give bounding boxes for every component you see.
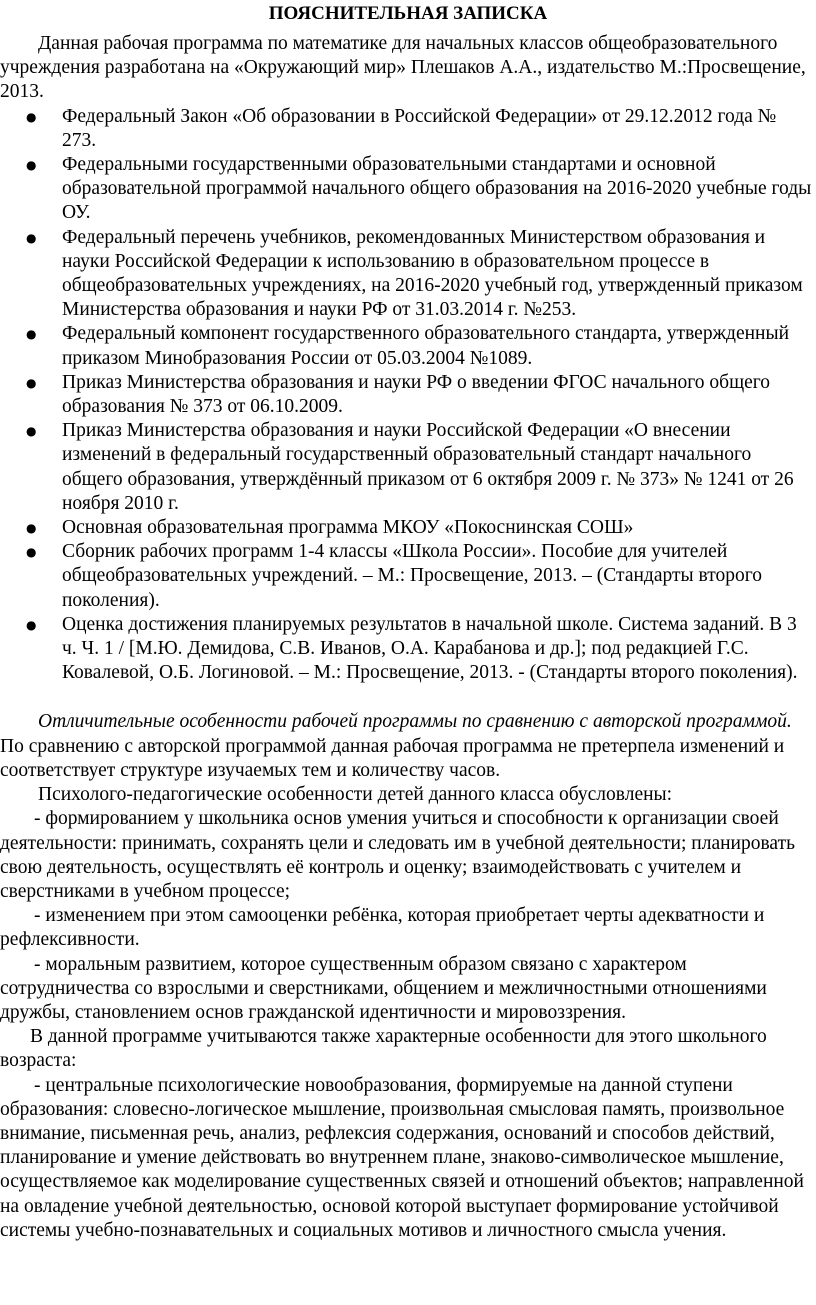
bullet-icon: ● <box>26 230 37 245</box>
age-intro: В данной программе учитываются также характерные особенности для этого школьного возраста: <box>0 1026 767 1072</box>
reference-list <box>0 105 816 686</box>
list-item-text: Федеральный компонент государственного образовательного стандарта, утвержденный приказом Минобразования России от 05.03.2004 №1089. <box>62 323 790 369</box>
list-item-text: Основная образовательная программа МКОУ «Покоснинская СОШ» <box>62 517 634 539</box>
list-item <box>26 226 812 323</box>
list-item <box>26 613 812 686</box>
bullet-icon: ● <box>26 545 37 560</box>
bullet-icon: ● <box>26 375 37 390</box>
list-item <box>26 371 812 419</box>
psych-item: - изменением при этом самооценки ребёнка, которая приобретает черты адекватности и рефлексивности. <box>0 905 765 951</box>
differences-heading: Отличительные особенности рабочей программы по сравнению с авторской программой. <box>38 711 792 733</box>
list-item-text: Приказ Министерства образования и науки Российской Федерации «О внесении изменений в федеральный государственный образовательный стандарт начального общего образования, утверждённый приказом от 6 октября 2009 г. № 373» № 1241 от 26 ноября 2010 г. <box>62 420 794 514</box>
differences-paragraph <box>0 710 816 783</box>
bullet-icon: ● <box>26 424 37 439</box>
list-item-text: Приказ Министерства образования и науки РФ о введении ФГОС начального общего образования № 373 от 06.10.2009. <box>62 371 771 418</box>
section-spacer <box>0 685 816 710</box>
list-item <box>26 322 812 370</box>
list-item-text: Федеральный Закон «Об образовании в Российской Федерации» от 29.12.2012 года № 273. <box>62 105 777 151</box>
list-item <box>26 105 812 153</box>
bullet-icon: ● <box>26 109 37 124</box>
list-item-text: Оценка достижения планируемых результатов в начальной школе. Система заданий. В 3 ч. Ч. 1 / [М.Ю. Демидова, С.В. Иванов, О.А. Карабанова и др.]; под редакцией Г.С. Ковалевой, О.Б. Логиновой. – М.: Просвещение, 2013. - (Стандарты второго поколения). <box>62 613 798 684</box>
bullet-icon: ● <box>26 327 37 342</box>
psych-intro: Психолого-педагогические особенности детей данного класса обусловлены: <box>38 784 673 806</box>
bullet-icon: ● <box>26 521 37 536</box>
differences-text: По сравнению с авторской программой данная рабочая программа не претерпела изменений и соответствует структуре изучаемых тем и количеству часов. <box>0 735 785 781</box>
list-item-text: Сборник рабочих программ 1-4 классы «Школа России». Пособие для учителей общеобразовательных учреждений. – М.: Просвещение, 2013. – (Стандарты второго поколения). <box>62 541 762 611</box>
list-item-text: Федеральный перечень учебников, рекомендованных Министерством образования и науки Российской Федерации к использованию в образовательном процессе в общеобразовательных учреждениях, на 2016-2020 учебный год, утвержденный приказом Министерства образования и науки РФ от 31.03.2014 г. №253. <box>62 226 803 321</box>
list-item-text: Федеральными государственными образовательными стандартами и основной образовательной программой начального общего образования на 2016-2020 учебные годы ОУ. <box>62 154 812 224</box>
intro-paragraph: Данная рабочая программа по математике для начальных классов общеобразовательного учреждения разработана на «Окружающий мир» Плешаков А.А., издательство М.:Просвещение, 2013. <box>0 33 806 103</box>
list-item <box>26 419 812 516</box>
list-item <box>26 516 812 540</box>
psych-item: - моральным развитием, которое существенным образом связано с характером сотрудничества со взрослыми и сверстниками, общением и межличностными отношениями дружбы, становлением основ гражданской идентичности и мировоззрения. <box>0 953 767 1023</box>
bullet-icon: ● <box>26 158 37 173</box>
page-title: ПОЯСНИТЕЛЬНАЯ ЗАПИСКА <box>268 3 548 24</box>
age-item: - центральные психологические новообразования, формируемые на данной ступени образования: словесно-логическое мышление, произвольная смысловая память, произвольное внимание, письменная речь, анализ, рефлексия содержания, оснований и способов действий, планирование и умение действовать во внутреннем плане, знаково-символическое мышление, осуществляемое как моделирование существенных связей и отношений объектов; направленной на овладение учебной деятельностью, основой которой выступает формирование устойчивой системы учебно-познавательных и социальных мотивов и личностного смысла учения. <box>0 1074 804 1241</box>
list-item <box>26 153 812 226</box>
psych-item: - формированием у школьника основ умения учиться и способности к организации своей деятельности: принимать, сохранять цели и следовать им в учебной деятельности; планировать свою деятельность, осуществлять её контроль и оценку; взаимодействовать с учителем и сверстниками в учебном процессе; <box>0 808 795 902</box>
bullet-icon: ● <box>26 617 37 632</box>
list-item <box>26 540 812 613</box>
